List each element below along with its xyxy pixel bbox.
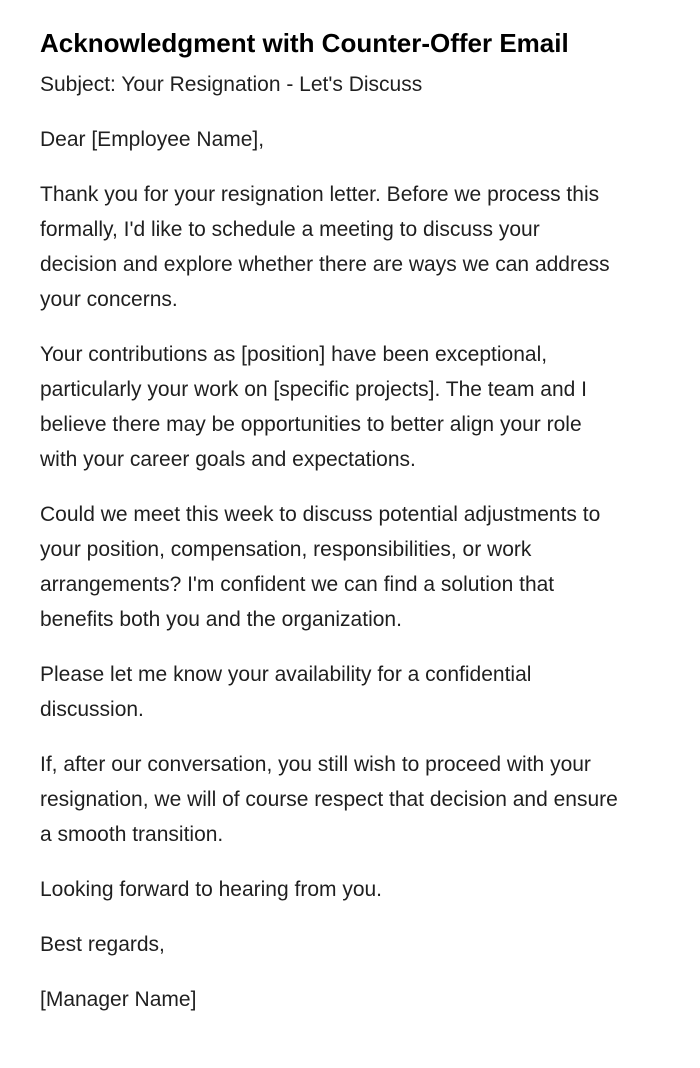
closing-line: Looking forward to hearing from you.: [40, 878, 383, 901]
body-paragraph: If, after our conversation, you still wish to proceed with your resignation, we will of course respect that decision and ensure a smooth transition.: [40, 753, 618, 846]
body-paragraph: Please let me know your availability for a confidential discussion.: [40, 663, 532, 721]
signature-line: [Manager Name]: [40, 988, 197, 1011]
body-paragraph: Could we meet this week to discuss potential adjustments to your position, compensation, responsibilities, or work arrangements? I'm confident we can find a solution that benefits both you and the organization.: [40, 503, 601, 631]
email-template-content: [40, 27, 618, 1017]
salutation: Dear [Employee Name],: [40, 128, 265, 151]
page-title: Acknowledgment with Counter-Offer Email: [40, 28, 569, 58]
body-paragraph: Your contributions as [position] have been exceptional, particularly your work on [specific projects]. The team and I believe there may be opportunities to better align your role with your career goals and expectations.: [40, 343, 588, 471]
body-paragraph: Thank you for your resignation letter. Before we process this formally, I'd like to schedule a meeting to discuss your decision and explore whether there are ways we can address your concerns.: [40, 183, 610, 311]
valediction: Best regards,: [40, 933, 165, 956]
subject-line: Subject: Your Resignation - Let's Discuss: [40, 73, 423, 96]
